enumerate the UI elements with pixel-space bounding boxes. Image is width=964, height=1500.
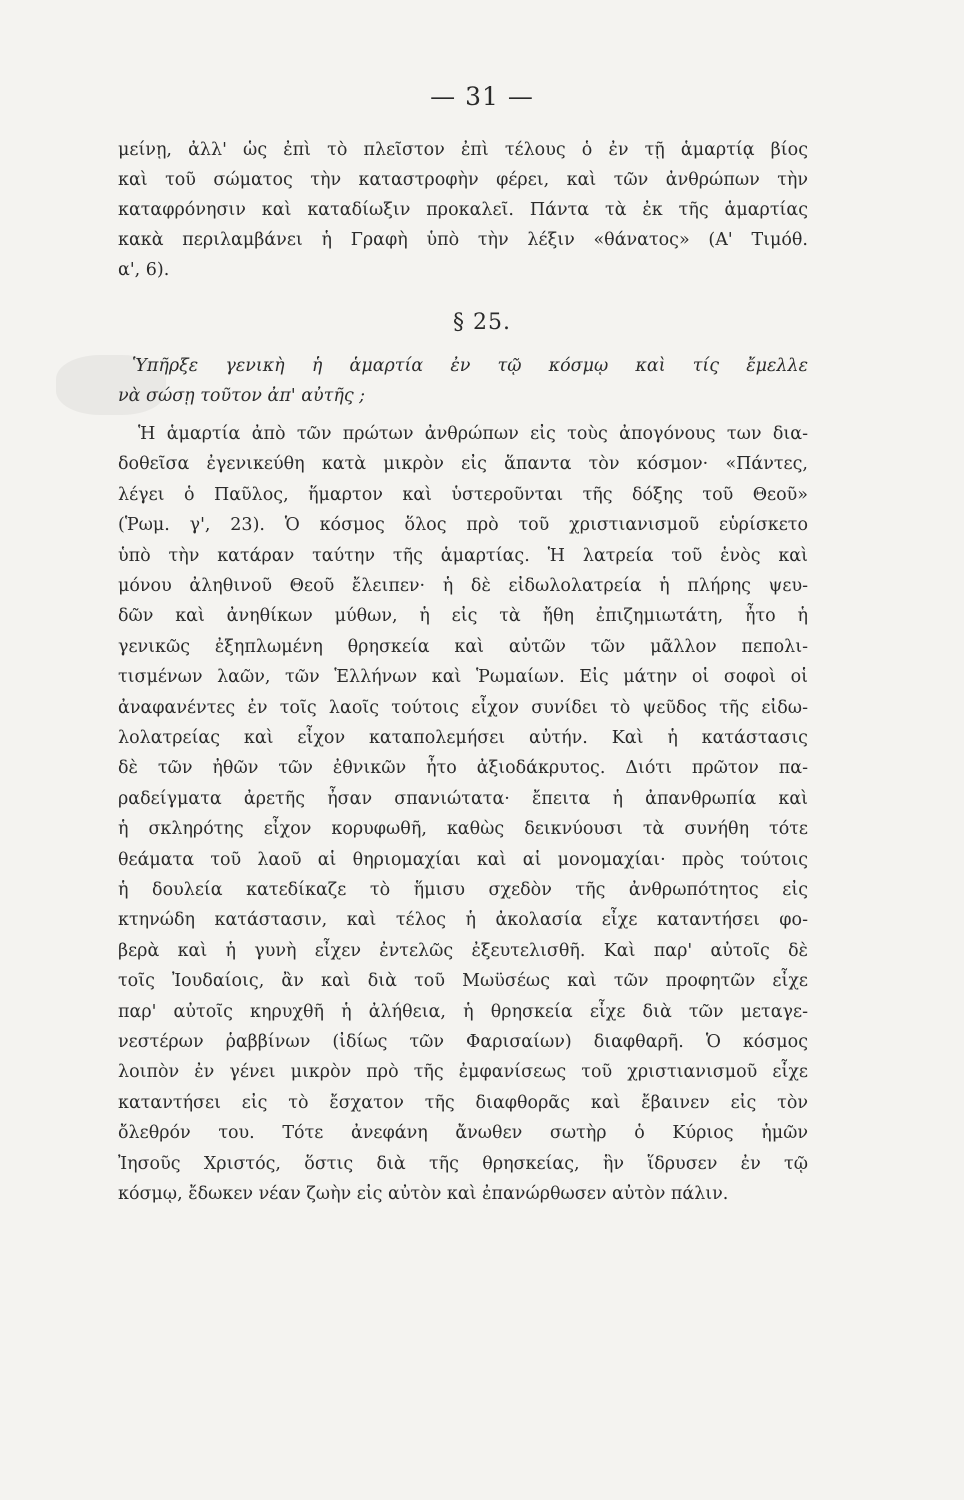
text-line: Ἡ ἁμαρτία ἀπὸ τῶν πρώτων ἀνθρώπων εἰς τοὺς ἀπογόνους των δια- bbox=[138, 424, 808, 444]
text-line: γενικῶς ἐξηπλωμένη θρησκεία καὶ αὐτῶν τῶν μᾶλλον πεπολι- bbox=[118, 636, 808, 657]
text-line: δὲ τῶν ἠθῶν τῶν ἐθνικῶν ἦτο ἀξιοδάκρυτος. Διότι πρῶτον πα- bbox=[118, 758, 808, 779]
text-line: καταντήσει εἰς τὸ ἔσχατον τῆς διαφθορᾶς καὶ ἔβαινεν εἰς τὸν bbox=[118, 1092, 808, 1113]
text-line: θεάματα τοῦ λαοῦ αἱ θηριομαχίαι καὶ αἱ μονομαχίαι· πρὸς τούτοις bbox=[118, 849, 808, 870]
text-line: κόσμῳ, ἔδωκεν νέαν ζωὴν εἰς αὐτὸν καὶ ἐπανώρθωσεν αὐτὸν πάλιν. bbox=[118, 1184, 729, 1204]
question-line: Ὑπῆρξε γενικὴ ἡ ἁμαρτία ἐν τῷ κόσμῳ καὶ τίς ἔμελλε bbox=[132, 356, 808, 376]
text-line: καταφρόνησιν καὶ καταδίωξιν προκαλεῖ. Πάντα τὰ ἐκ τῆς ἁμαρτίας bbox=[118, 200, 808, 220]
text-line: νεστέρων ῥαββίνων (ἰδίως τῶν Φαρισαίων) διαφθαρῆ. Ὁ κόσμος bbox=[118, 1032, 808, 1052]
text-line: λολατρείας καὶ εἶχον καταπολεμήσει αὐτήν. Καὶ ἡ κατάστασις bbox=[118, 728, 808, 748]
text-line: α', 6). bbox=[118, 260, 170, 280]
page-number: — 31 — bbox=[430, 82, 534, 111]
text-line: Ἰησοῦς Χριστός, ὅστις διὰ τῆς θρησκείας, ἣν ἵδρυσεν ἐν τῷ bbox=[118, 1153, 808, 1174]
text-line: λέγει ὁ Παῦλος, ἥμαρτον καὶ ὑστεροῦνται τῆς δόξης τοῦ Θεοῦ» bbox=[118, 484, 808, 505]
text-line: παρ' αὐτοῖς κηρυχθῆ ἡ ἀλήθεια, ἡ θρησκεία εἶχε διὰ τῶν μεταγε- bbox=[118, 1001, 808, 1022]
text-line: δοθεῖσα ἐγενικεύθη κατὰ μικρὸν εἰς ἅπαντα τὸν κόσμον· «Πάντες, bbox=[118, 454, 808, 475]
text-line: μόνου ἀληθινοῦ Θεοῦ ἔλειπεν· ἡ δὲ εἰδωλολατρεία ἡ πλήρης ψευ- bbox=[118, 576, 808, 596]
text-line: ὄλεθρόν του. Τότε ἀνεφάνη ἄνωθεν σωτὴρ ὁ Κύριος ἡμῶν bbox=[118, 1123, 808, 1144]
text-line: καὶ τοῦ σώματος τὴν καταστροφὴν φέρει, καὶ τῶν ἀνθρώπων τὴν bbox=[118, 170, 808, 190]
text-line: μείνῃ, ἀλλ' ὡς ἐπὶ τὸ πλεῖστον ἐπὶ τέλους ὁ ἐν τῇ ἁμαρτίᾳ βίος bbox=[118, 140, 808, 160]
text-line: βερὰ καὶ ἡ γυνὴ εἶχεν ἐντελῶς ἐξευτελισθῆ. Καὶ παρ' αὐτοῖς δὲ bbox=[118, 940, 808, 961]
text-line: λοιπὸν ἐν γένει μικρὸν πρὸ τῆς ἐμφανίσεως τοῦ χριστιανισμοῦ εἶχε bbox=[118, 1062, 808, 1083]
text-line: (Ῥωμ. γ', 23). Ὁ κόσμος ὅλος πρὸ τοῦ χριστιανισμοῦ εὑρίσκετο bbox=[118, 515, 808, 536]
text-line: τοῖς Ἰουδαίοις, ἂν καὶ διὰ τοῦ Μωϋσέως καὶ τῶν προφητῶν εἶχε bbox=[118, 971, 808, 992]
text-line: ἡ σκληρότης εἶχον κορυφωθῆ, καθὼς δεικνύουσι τὰ συνήθη τότε bbox=[118, 819, 808, 840]
section-heading: § 25. bbox=[453, 310, 511, 335]
text-line: κτηνώδη κατάστασιν, καὶ τέλος ἡ ἀκολασία εἶχε καταντήσει φο- bbox=[118, 910, 808, 931]
text-line: ὑπὸ τὴν κατάραν ταύτην τῆς ἁμαρτίας. Ἡ λατρεία τοῦ ἑνὸς καὶ bbox=[118, 545, 808, 566]
text-line: ἡ δουλεία κατεδίκαζε τὸ ἥμισυ σχεδὸν τῆς ἀνθρωπότητος εἰς bbox=[118, 880, 808, 900]
text-line: κακὰ περιλαμβάνει ἡ Γραφὴ ὑπὸ τὴν λέξιν «θάνατος» (Α' Τιμόθ. bbox=[118, 230, 808, 250]
text-line: τισμένων λαῶν, τῶν Ἑλλήνων καὶ Ῥωμαίων. Εἰς μάτην οἱ σοφοὶ οἱ bbox=[118, 667, 808, 688]
question-line: νὰ σώσῃ τοῦτον ἀπ' αὐτῆς ; bbox=[118, 386, 366, 406]
text-line: ραδείγματα ἀρετῆς ἦσαν σπανιώτατα· ἔπειτα ἡ ἀπανθρωπία καὶ bbox=[118, 788, 808, 809]
text-line: δῶν καὶ ἀνηθίκων μύθων, ἡ εἰς τὰ ἤθη ἐπιζημιωτάτη, ἦτο ἡ bbox=[118, 606, 808, 627]
text-line: ἀναφανέντες ἐν τοῖς λαοῖς τούτοις εἶχον συνίδει τὸ ψεῦδος τῆς εἰδω- bbox=[118, 697, 808, 718]
